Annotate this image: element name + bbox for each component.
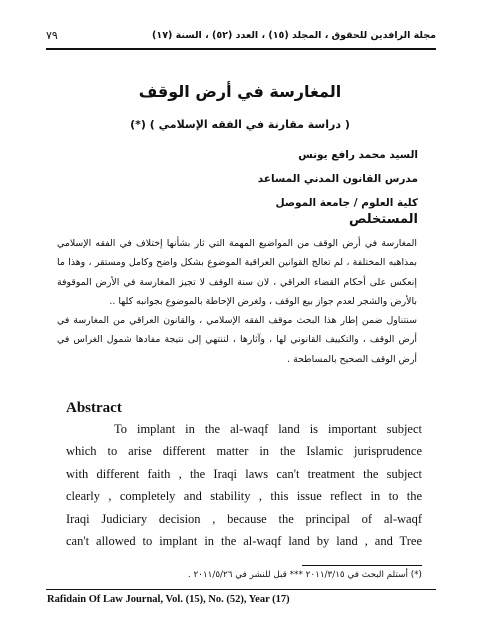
journal-title: مجلة الرافدين للحقوق ، المجلد (١٥) ، العدد (٥٢) ، السنة (١٧) (152, 30, 436, 41)
author-position: مدرس القانون المدني المساعد (257, 173, 418, 185)
paper-title: المغارسة في أرض الوقف (138, 82, 342, 101)
english-abstract-line: can't allowed to implant in the al-waqf land by land , and Tree (66, 534, 422, 549)
arabic-abstract (57, 234, 417, 369)
english-abstract-heading: Abstract (66, 400, 122, 416)
footer-divider (46, 589, 436, 590)
author-affiliation: كلية العلوم / جامعة الموصل (275, 197, 418, 209)
running-header (46, 30, 436, 46)
english-abstract (66, 418, 422, 552)
english-abstract-line: Iraqi Judiciary decision , because the principal of al-waqf (66, 511, 422, 526)
english-abstract-line: which to arise different matter in the Islamic jurisprudence (66, 444, 422, 459)
english-abstract-line: with different faith , the Iraqi laws can't treatment the subject (66, 466, 422, 481)
header-divider (46, 48, 436, 50)
running-footer: Rafidain Of Law Journal, Vol. (15), No. (52), Year (17) (47, 594, 290, 605)
arabic-abstract-paragraph-2: سنتناول ضمن إطار هذا البحث موقف الفقه الإسلامي ، والقانون العراقي من المغارسة في أرض الوقف ، والتكييف القانوني لها ، وآثارها ، لننتهي إلى نتيجة مفادها شمول الغراس في أرض الوقف الصحيح بالمساطحة . (57, 315, 417, 365)
english-abstract-line: To implant in the al-waqf land is important subject (114, 422, 422, 436)
paper-subtitle: ( دراسة مقارنة في الفقه الإسلامي ) (*) (130, 118, 350, 131)
arabic-abstract-heading: المستخلص (349, 212, 418, 227)
page-number: ٧٩ (46, 29, 58, 42)
footnote-divider (302, 565, 422, 566)
author-block (258, 143, 418, 215)
arabic-abstract-paragraph-1: المغارسة في أرض الوقف من المواضيع المهمة التي ثار بشأنها إختلاف في الفقه الإسلامي بمذاهبه المختلفة ، لم تعالج القوانين العراقية الموضوع بشكل واضح وكامل ومستقر ، وهذا ما إنعكس على أحكام القضاء العراقي ، لان سنة الوقف لا تجيز المغارسة في الأرض الموقوفة بالأرض والشجر لعدم جواز بيع الوقف ، ولغرض الإحاطة بالموضوع بجوانبه كلها .. (57, 238, 417, 307)
author-name: السيد محمد رافع يونس (298, 149, 418, 161)
english-abstract-line: clearly , completely and stability , this issue reflect in to the (66, 489, 422, 504)
footnote: (*) أستلم البحث في ٢٠١١/٣/١٥ *** قبل للنشر في ٢٠١١/٥/٢٦ . (187, 570, 422, 580)
